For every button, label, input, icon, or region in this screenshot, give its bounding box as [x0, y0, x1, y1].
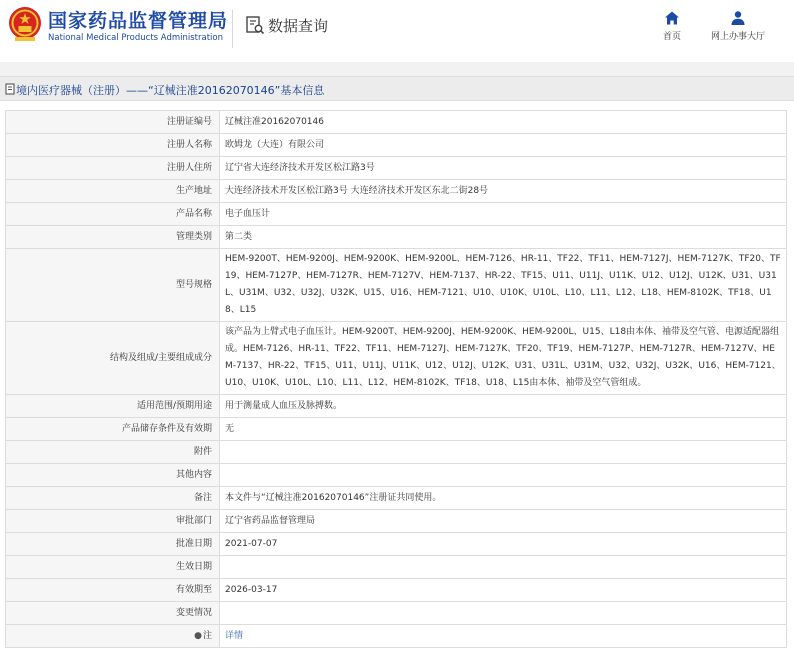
field-value [220, 602, 787, 625]
field-label: 管理类别 [6, 226, 220, 249]
field-value: 第二类 [220, 226, 787, 249]
section-title: 境内医疗器械（注册）——“辽械注准20162070146”基本信息 [16, 84, 325, 97]
user-icon [730, 10, 746, 26]
field-label: 审批部门 [6, 510, 220, 533]
field-value: 本文件与“辽械注准20162070146”注册证共同使用。 [220, 487, 787, 510]
document-icon [5, 83, 16, 95]
table-row [6, 134, 787, 157]
field-value: HEM-9200T、HEM-9200J、HEM-9200K、HEM-9200L、HEM-7126、HR-11、TF22、TF11、HEM-7127J、HEM-7127K、TF20、TF19、HEM-7127P、HEM-7127R、HEM-7127V、HEM-7137、HR-22、TF15、U11、U11J、U11K、U12、U12J、U12K、U31、U31L、U31M、U32、U32J、U32K、U15、U16、HEM-7121、U10、U10K、U10L、L10、L11、L12、L18、HEM-8102K、TF18、U18、L15 [220, 249, 787, 322]
table-row [6, 441, 787, 464]
table-row [6, 418, 787, 441]
field-value [220, 556, 787, 579]
field-value: 该产品为上臂式电子血压计。HEM-9200T、HEM-9200J、HEM-9200K、HEM-9200L、U15、L18由本体、袖带及空气管、电源适配器组成。HEM-7126、HR-11、TF22、TF11、HEM-7127J、HEM-7127K、TF20、TF19、HEM-7127P、HEM-7127R、HEM-7127V、HEM-7137、HR-22、TF15、U11、U11J、U11K、U12、U12J、U12K、U31、U31L、U31M、U32、U32J、U32K、U16、HEM-7121、U10、U10K、U10L、L10、L11、L12、HEM-8102K、TF18、U18、L15由本体、袖带及空气管组成。 [220, 322, 787, 395]
table-row [6, 322, 787, 395]
header-gap [0, 62, 794, 76]
national-emblem-icon [8, 6, 42, 42]
lightbulb-icon: ● [194, 630, 202, 641]
field-label: 产品储存条件及有效期 [6, 418, 220, 441]
nav-online-hall-label: 网上办事大厅 [710, 32, 765, 42]
field-value: 辽宁省药品监督管理局 [220, 510, 787, 533]
field-label: 变更情况 [6, 602, 220, 625]
table-row [6, 464, 787, 487]
field-value: 欧姆龙（大连）有限公司 [220, 134, 787, 157]
site-title: 国家药品监督管理局 [48, 10, 229, 32]
field-label: 结构及组成/主要组成成分 [6, 322, 220, 395]
field-label: 备注 [6, 487, 220, 510]
field-label: 注册人名称 [6, 134, 220, 157]
site-header [0, 0, 794, 62]
header-divider [232, 10, 233, 48]
field-label: 有效期至 [6, 579, 220, 602]
field-value: 电子血压计 [220, 203, 787, 226]
query-title: 数据查询 [268, 17, 329, 35]
table-row [6, 556, 787, 579]
field-value: 2026-03-17 [220, 579, 787, 602]
field-label: 生效日期 [6, 556, 220, 579]
field-label: 其他内容 [6, 464, 220, 487]
field-label: 型号规格 [6, 249, 220, 322]
field-label: 生产地址 [6, 180, 220, 203]
field-value [220, 441, 787, 464]
field-label: 注 [202, 630, 212, 641]
section-header [0, 76, 794, 101]
nav-home-label: 首页 [662, 32, 681, 42]
field-label: 注册证编号 [6, 111, 220, 134]
table-row [6, 395, 787, 418]
table-row [6, 157, 787, 180]
home-icon [664, 10, 680, 26]
table-row [6, 533, 787, 556]
field-value: 无 [220, 418, 787, 441]
field-value: 用于测量成人血压及脉搏数。 [220, 395, 787, 418]
data-query-icon [245, 15, 265, 35]
nav-home[interactable] [650, 10, 694, 46]
field-label-note [6, 625, 220, 648]
field-value: 2021-07-07 [220, 533, 787, 556]
field-label: 注册人住所 [6, 157, 220, 180]
field-value: 辽宁省大连经济技术开发区松江路3号 [220, 157, 787, 180]
field-value: 辽械注准20162070146 [220, 111, 787, 134]
field-label: 适用范围/预期用途 [6, 395, 220, 418]
table-row [6, 249, 787, 322]
table-row [6, 487, 787, 510]
table-row [6, 625, 787, 648]
table-row [6, 203, 787, 226]
table-row [6, 602, 787, 625]
field-label: 附件 [6, 441, 220, 464]
table-row [6, 180, 787, 203]
table-row [6, 226, 787, 249]
detail-table [5, 110, 784, 648]
table-row [6, 510, 787, 533]
site-title-en: National Medical Products Administration [48, 33, 223, 43]
field-value: 大连经济技术开发区松江路3号 大连经济技术开发区东北二街28号 [220, 180, 787, 203]
table-row [6, 111, 787, 134]
field-value [220, 464, 787, 487]
nav-online-hall[interactable] [702, 10, 774, 46]
field-label: 产品名称 [6, 203, 220, 226]
table-row [6, 579, 787, 602]
field-value-note [220, 625, 787, 648]
field-label: 批准日期 [6, 533, 220, 556]
details-link[interactable]: 详情 [225, 630, 244, 641]
